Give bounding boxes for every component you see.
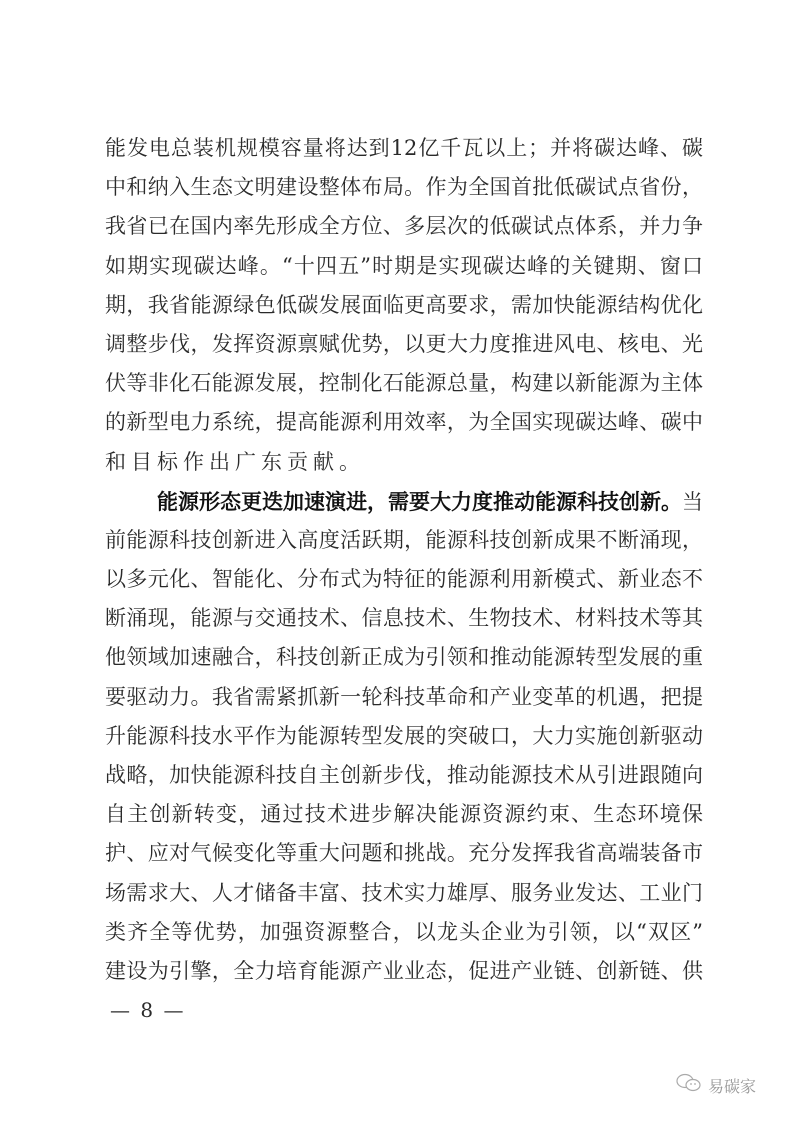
text-line: 他领域加速融合，科技创新正成为引领和推动能源转型发展的重: [105, 645, 703, 670]
watermark-text: 易碳家: [708, 1076, 757, 1096]
body-text: [105, 129, 703, 991]
text-line: 自主创新转变，通过技术进步解决能源资源约束、生态环境保: [105, 802, 703, 827]
text-line: 以多元化、智能化、分布式为特征的能源利用新模式、新业态不: [105, 567, 703, 592]
text-line: 的新型电力系统，提高能源利用效率，为全国实现碳达峰、碳中: [105, 410, 703, 435]
text-line: 期，我省能源绿色低碳发展面临更高要求，需加快能源结构优化: [105, 292, 703, 317]
text-line: 护、应对气候变化等重大问题和挑战。充分发挥我省高端装备市: [105, 841, 703, 866]
wechat-icon: [676, 1073, 702, 1097]
heading-line-rest: 当: [682, 489, 703, 514]
text-line: 场需求大、人才储备丰富、技术实力雄厚、服务业发达、工业门: [105, 880, 703, 905]
text-line: 升能源科技水平作为能源转型发展的突破口，大力实施创新驱动: [105, 723, 703, 748]
text-line: 和目标作出广东贡献。: [105, 449, 365, 474]
watermark: [676, 1073, 756, 1097]
text-line: 类齐全等优势，加强资源整合，以龙头企业为引领，以“双区”: [105, 919, 703, 944]
text-line: 如期实现碳达峰。“十四五”时期是实现碳达峰的关键期、窗口: [105, 253, 703, 278]
section-heading: 能源形态更迭加速演进，需要大力度推动能源科技创新。: [157, 488, 682, 514]
text-line: 我省已在国内率先形成全方位、多层次的低碳试点体系，并力争: [105, 214, 703, 239]
text-line: 战略，加快能源科技自主创新步伐，推动能源技术从引进跟随向: [105, 763, 703, 787]
text-line: 伏等非化石能源发展，控制化石能源总量，构建以新能源为主体: [105, 371, 703, 396]
text-line: 断涌现，能源与交通技术、信息技术、生物技术、材料技术等其: [105, 606, 703, 631]
text-line: 要驱动力。我省需紧抓新一轮科技革命和产业变革的机遇，把提: [105, 684, 703, 709]
text-line: 建设为引擎，全力培育能源产业业态，促进产业链、创新链、供: [105, 958, 703, 983]
heading-line: [105, 482, 703, 521]
page-number: — 8 —: [110, 998, 186, 1022]
text-line: 前能源科技创新进入高度活跃期，能源科技创新成果不断涌现，: [105, 527, 703, 552]
text-line: 调整步伐，发挥资源禀赋优势，以更大力度推进风电、核电、光: [105, 331, 703, 356]
text-line: 能发电总装机规模容量将达到12亿千瓦以上；并将碳达峰、碳: [105, 136, 703, 160]
text-line: 中和纳入生态文明建设整体布局。作为全国首批低碳试点省份，: [105, 175, 703, 200]
